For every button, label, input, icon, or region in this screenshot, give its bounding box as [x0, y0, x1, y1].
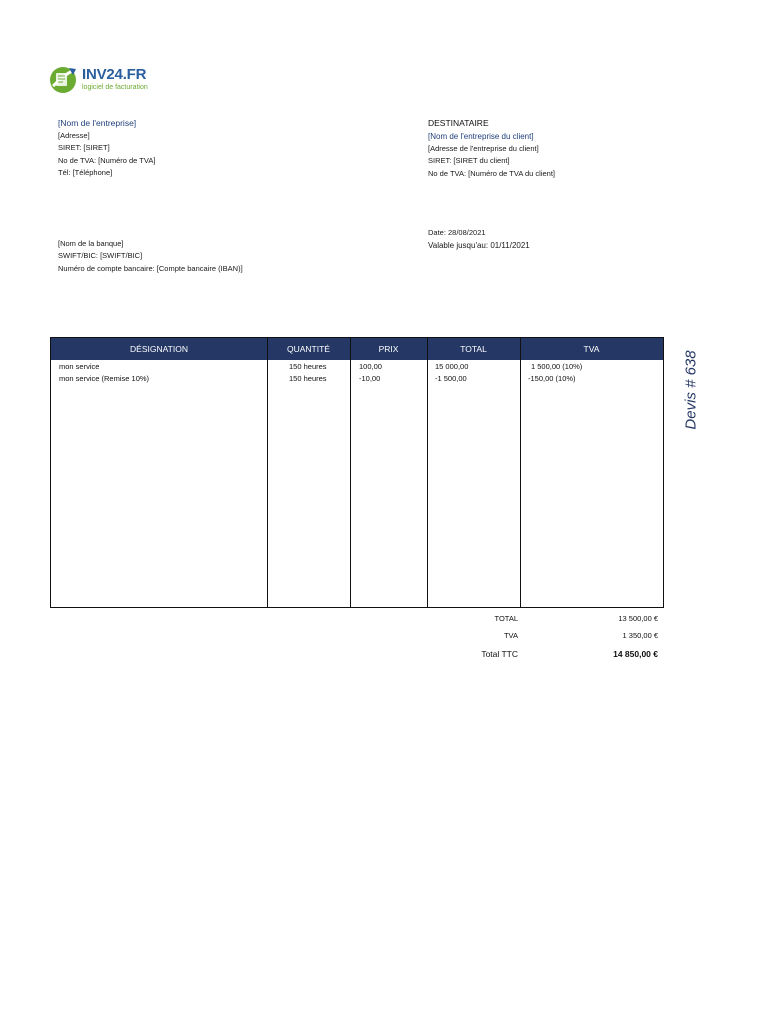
quote-date: Date: 28/08/2021 — [428, 228, 486, 237]
row-total: 15 000,00 — [435, 362, 469, 371]
sender-block — [58, 118, 155, 180]
recipient-title: DESTINATAIRE — [428, 118, 489, 128]
sender-phone: Tél: [Téléphone] — [58, 168, 113, 178]
row-quantite: 150 heures — [289, 374, 327, 383]
recipient-vat: No de TVA: [Numéro de TVA du client] — [428, 168, 556, 178]
column-divider — [520, 338, 521, 607]
quote-number-text: Devis # 638 — [682, 350, 700, 430]
bank-swift: SWIFT/BIC: [SWIFT/BIC] — [58, 251, 143, 261]
column-divider — [350, 338, 351, 607]
tva-value: 1 350,00 € — [622, 631, 658, 640]
quote-number — [676, 345, 706, 435]
total-label: TOTAL — [494, 614, 518, 623]
table-header — [51, 338, 663, 360]
tva-label: TVA — [503, 631, 518, 640]
ttc-value: 14 850,00 € — [613, 649, 658, 659]
sender-company: [Nom de l'entreprise] — [58, 118, 137, 128]
row-tva: -150,00 (10%) — [528, 374, 576, 383]
recipient-company: [Nom de l'entreprise du client] — [428, 132, 534, 141]
column-divider — [267, 338, 268, 607]
column-divider — [427, 338, 428, 607]
dates-block — [428, 226, 530, 252]
logo-tagline: logiciel de facturation — [82, 84, 148, 91]
bank-account: Numéro de compte bancaire: [Compte bancaire (IBAN)] — [58, 263, 243, 273]
row-designation: mon service (Remise 10%) — [59, 374, 150, 383]
total-value: 13 500,00 € — [618, 614, 658, 623]
row-prix: 100,00 — [359, 362, 382, 371]
recipient-siret: SIRET: [SIRET du client] — [428, 156, 510, 166]
recipient-block — [428, 117, 555, 180]
row-total: -1 500,00 — [435, 374, 467, 383]
logo-icon — [48, 64, 80, 96]
header-quantite: QUANTITÉ — [287, 344, 330, 354]
sender-vat: No de TVA: [Numéro de TVA] — [58, 155, 156, 165]
company-logo — [48, 64, 158, 98]
valid-until: Valable jusqu'au: 01/11/2021 — [428, 241, 530, 250]
header-designation: DÉSIGNATION — [130, 344, 188, 354]
sender-address: [Adresse] — [58, 131, 90, 140]
bank-name: [Nom de la banque] — [58, 239, 124, 248]
header-tva: TVA — [583, 344, 600, 354]
logo-name: INV24.FR — [82, 66, 147, 83]
header-total: TOTAL — [460, 344, 487, 354]
row-designation: mon service — [59, 362, 100, 371]
row-tva: 1 500,00 (10%) — [531, 362, 583, 371]
row-quantite: 150 heures — [289, 362, 327, 371]
ttc-label: Total TTC — [481, 649, 518, 659]
row-prix: -10,00 — [359, 374, 381, 383]
sender-siret: SIRET: [SIRET] — [58, 143, 110, 153]
recipient-address: [Adresse de l'entreprise du client] — [428, 144, 539, 153]
header-prix: PRIX — [378, 344, 399, 354]
bank-block — [58, 238, 243, 275]
items-table — [50, 337, 664, 608]
